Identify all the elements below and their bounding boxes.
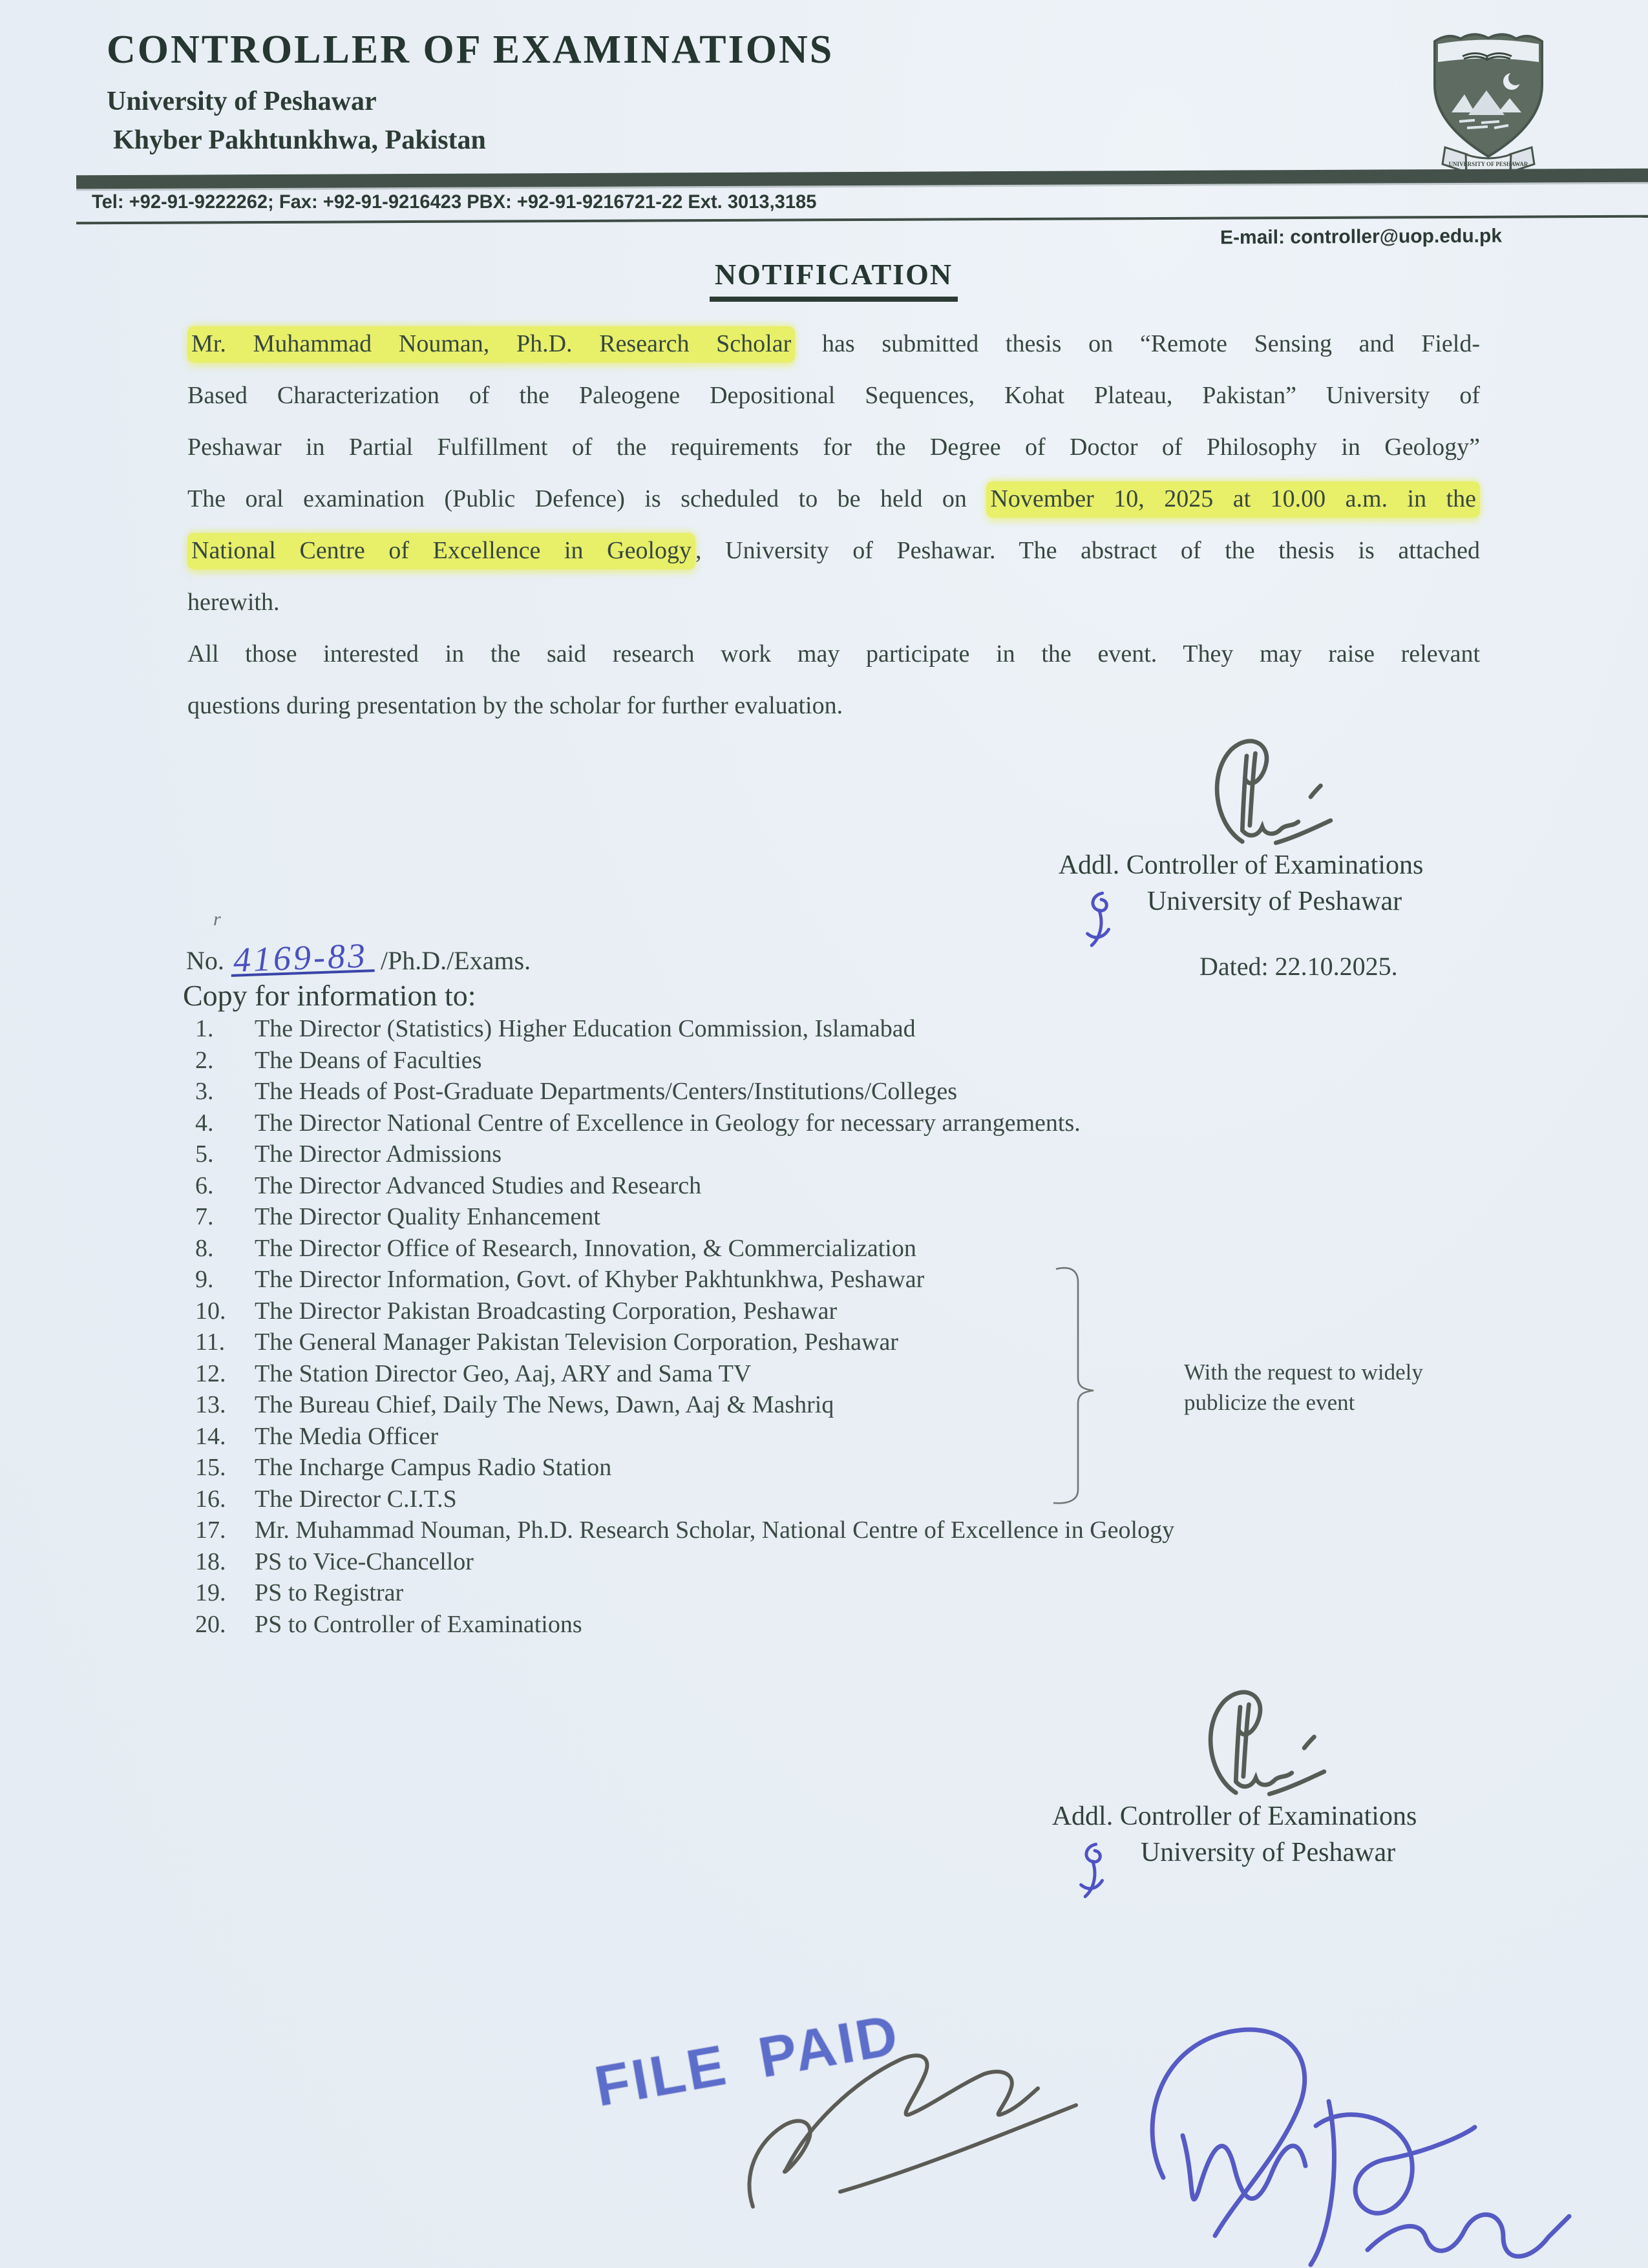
copy-list-item	[195, 1389, 1333, 1421]
copy-list-item-number: 6.	[195, 1171, 214, 1199]
copy-list-item-text: PS to Vice-Chancellor	[255, 1548, 474, 1575]
signatory-designation: Addl. Controller of Examinations	[1051, 1801, 1417, 1831]
approver-signature-ink	[956, 2003, 1648, 2268]
ref-no-prefix: No.	[186, 946, 224, 975]
copy-list-item-number: 3.	[195, 1078, 214, 1105]
copy-list-item-text: Mr. Muhammad Nouman, Ph.D. Research Scholar, National Centre of Excellence in Geology	[255, 1517, 1175, 1544]
copy-list-item-text: The Heads of Post-Graduate Departments/Centers/Institutions/Colleges	[255, 1078, 957, 1105]
highlighted-text: November 10, 2025 at 10.00 a.m. in the	[986, 481, 1480, 518]
copy-list-item-text: The Director C.I.T.S	[255, 1485, 457, 1513]
body-line	[187, 370, 1480, 421]
copy-list-item-text: The Director Office of Research, Innovation, & Commercialization	[255, 1234, 916, 1262]
copy-list-item	[195, 1013, 1333, 1045]
copy-list-item-number: 9.	[195, 1266, 214, 1293]
signature-block-top	[989, 737, 1493, 954]
copy-list-item-text: PS to Controller of Examinations	[255, 1610, 582, 1638]
copy-list-item	[195, 1108, 1333, 1139]
copy-list-item	[195, 1358, 1333, 1390]
body-line	[187, 680, 1480, 731]
crest-icon	[1427, 22, 1550, 177]
initial-check-icon	[1080, 886, 1123, 954]
copy-list-item-text: The General Manager Pakistan Television Corporation, Peshawar	[255, 1328, 898, 1356]
notification-title-wrap	[187, 257, 1480, 302]
copy-list-item	[195, 1296, 1333, 1327]
copy-list-item-number: 16.	[195, 1485, 226, 1513]
copy-list-heading: Copy for information to:	[183, 979, 476, 1012]
university-crest-logo	[1427, 22, 1550, 177]
body-text: Peshawar in Partial Fulfillment of the requirements for the Degree of Doctor of Philosophy in Geology”	[187, 434, 1480, 461]
copy-list-item	[195, 1170, 1333, 1202]
signatory-institution: University of Peshawar	[1146, 887, 1402, 916]
notification-title: NOTIFICATION	[710, 257, 958, 302]
copy-list-item	[195, 1484, 1333, 1515]
body-text: , University of Peshawar. The abstract of the thesis is attached	[695, 537, 1480, 564]
body-text: The oral examination (Public Defence) is scheduled to be held on	[187, 485, 987, 512]
copy-list-item-text: The Incharge Campus Radio Station	[255, 1454, 612, 1481]
signatory-institution: University of Peshawar	[1140, 1838, 1396, 1867]
crest-banner-text: UNIVERSITY OF PESHAWAR	[1448, 161, 1528, 167]
body-text: Based Characterization of the Paleogene Depositional Sequences, Kohat Plateau, Pakistan” University of	[187, 382, 1480, 409]
body-text: questions during presentation by the scholar for further evaluation.	[187, 692, 843, 719]
copy-list-item	[195, 1045, 1333, 1076]
copy-list-item	[195, 1546, 1333, 1578]
highlighted-text: Mr. Muhammad Nouman, Ph.D. Research Scholar	[187, 326, 795, 362]
university-name: University of Peshawar	[107, 87, 377, 116]
publicity-note-line2: publicize the event	[1184, 1390, 1355, 1415]
copy-list-item-number: 14.	[195, 1422, 226, 1450]
signatory-designation: Addl. Controller of Examinations	[1058, 850, 1424, 880]
copy-list-item	[195, 1233, 1333, 1265]
copy-list-item	[195, 1577, 1333, 1609]
copy-list-item-number: 8.	[195, 1234, 214, 1262]
body-line	[187, 421, 1480, 473]
copy-list-item	[195, 1264, 1333, 1296]
copy-list-item	[195, 1515, 1333, 1546]
controller-signature-icon	[1176, 1688, 1338, 1801]
body-line	[187, 473, 1480, 525]
copy-list-item-number: 17.	[195, 1517, 226, 1544]
office-title: CONTROLLER OF EXAMINATIONS	[107, 28, 834, 72]
copy-list-item-number: 20.	[195, 1610, 226, 1638]
copy-list-item-number: 7.	[195, 1203, 214, 1230]
copy-list-item-text: The Director National Centre of Excellence in Geology for necessary arrangements.	[255, 1109, 1081, 1137]
publicity-note-line1: With the request to widely	[1184, 1360, 1423, 1385]
highlighted-text: National Centre of Excellence in Geology	[187, 533, 695, 569]
header-rule-thick	[76, 169, 1648, 189]
copy-list-item	[195, 1421, 1333, 1453]
copy-list-item-number: 2.	[195, 1046, 214, 1074]
body-line	[187, 576, 1480, 628]
body-line	[187, 525, 1480, 576]
body-line	[187, 318, 1480, 370]
body-line	[187, 628, 1480, 680]
signature-block-bottom	[982, 1688, 1486, 1905]
controller-signature-icon	[1183, 737, 1344, 850]
ref-no-handwritten: 4169-83	[230, 942, 374, 977]
copy-list-item	[195, 1139, 1333, 1170]
notice-body	[187, 318, 1480, 731]
copy-list-item-text: The Director Advanced Studies and Research	[255, 1171, 702, 1199]
copy-list-item-number: 4.	[195, 1109, 214, 1137]
body-text: has submitted thesis on “Remote Sensing and Field-	[795, 330, 1480, 357]
copy-list-item-number: 1.	[195, 1015, 214, 1042]
copy-list-item-text: The Deans of Faculties	[255, 1046, 482, 1074]
copy-list-item-text: The Bureau Chief, Daily The News, Dawn, Aaj & Mashriq	[255, 1391, 834, 1418]
copy-list-item-text: The Director Information, Govt. of Khyber Pakhtunkhwa, Peshawar	[255, 1266, 925, 1293]
copy-list-item	[195, 1609, 1333, 1641]
copy-list	[195, 1013, 1333, 1640]
copy-list-item	[195, 1076, 1333, 1108]
copy-list-item	[195, 1327, 1333, 1358]
copy-list-item	[195, 1452, 1333, 1484]
contact-line: Tel: +92-91-9222262; Fax: +92-91-9216423 PBX: +92-91-9216721-22 Ext. 3013,3185	[92, 191, 817, 213]
province-line: Khyber Pakhtunkhwa, Pakistan	[113, 125, 486, 155]
copy-list-item-text: PS to Registrar	[255, 1579, 404, 1606]
copy-list-item-number: 15.	[195, 1454, 226, 1481]
letterhead	[107, 27, 834, 158]
body-text: All those interested in the said research work may participate in the event. They may raise relevant	[187, 640, 1480, 667]
copy-list-item-number: 18.	[195, 1548, 226, 1575]
dated-line: Dated: 22.10.2025.	[1199, 952, 1398, 981]
copy-list-item-text: The Director Pakistan Broadcasting Corporation, Peshawar	[255, 1297, 838, 1325]
header-rule-thin	[76, 215, 1648, 225]
copy-list-item-number: 19.	[195, 1579, 226, 1606]
copy-list-item-number: 11.	[195, 1328, 226, 1356]
publicity-note	[1184, 1357, 1423, 1418]
file-paid-stamp: FILE PAID	[589, 2002, 905, 2119]
body-text: herewith.	[187, 589, 280, 616]
copy-list-item-text: The Director Admissions	[255, 1140, 502, 1168]
copy-list-item-number: 5.	[195, 1140, 214, 1168]
copy-list-item-number: 13.	[195, 1391, 226, 1418]
copy-list-item-number: 10.	[195, 1297, 226, 1325]
stray-pen-mark: r	[213, 908, 221, 930]
copy-list-item-text: The Director Quality Enhancement	[255, 1203, 600, 1230]
copy-list-item-number: 12.	[195, 1360, 226, 1387]
ref-no-suffix: /Ph.D./Exams.	[380, 946, 531, 975]
email-line: E-mail: controller@uop.edu.pk	[1220, 225, 1503, 249]
reference-number-line	[186, 936, 531, 980]
grouping-brace-icon	[1034, 1260, 1118, 1512]
copy-list-item-text: The Media Officer	[255, 1422, 439, 1450]
copy-list-item-text: The Director (Statistics) Higher Education Commission, Islamabad	[255, 1015, 916, 1042]
initial-check-icon	[1073, 1837, 1116, 1905]
copy-list-item	[195, 1201, 1333, 1233]
copy-list-item-text: The Station Director Geo, Aaj, ARY and Sama TV	[255, 1360, 752, 1387]
